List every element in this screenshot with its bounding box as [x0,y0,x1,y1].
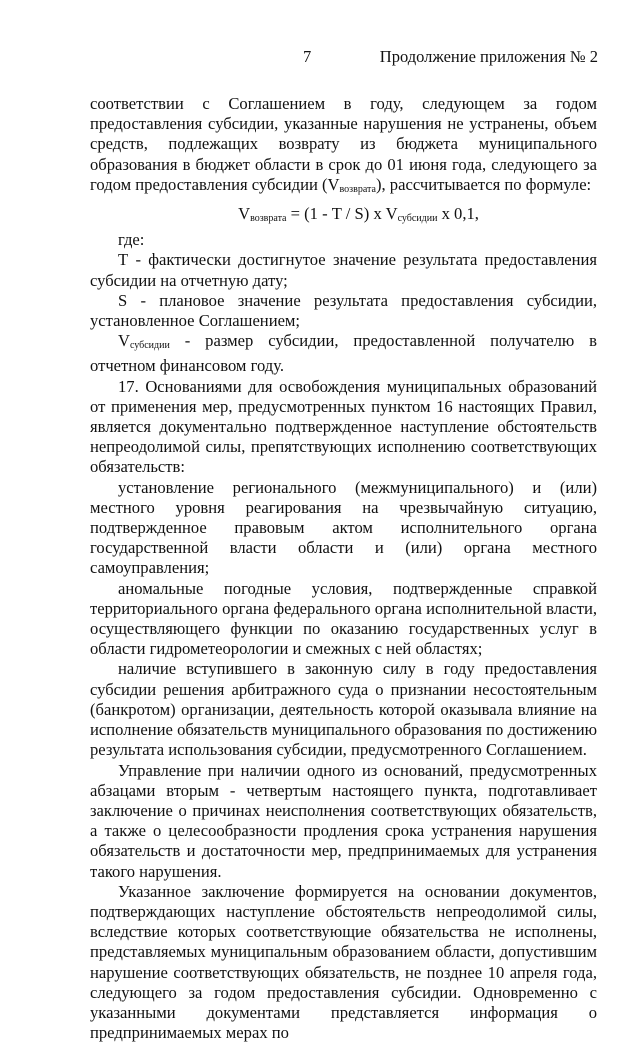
definition-s: S - плановое значение результата предоставления субсидии, установленное Соглашением; [90,290,597,331]
page-header [0,47,640,71]
page-number: 7 [303,47,312,66]
paragraph-17: 17. Основаниями для освобождения муниципальных образований от применения мер, предусмотренных пунктом 16 настоящих Правил, является документально подтвержденное наступление обстоятельств непреодолимой силы, препятствующих исполнению соответствующих обязательств: [90,376,597,477]
document-body [90,94,597,1043]
definition-t: Т - фактически достигнутое значение результата предоставления субсидии на отчетную дату; [90,250,597,290]
refund-formula: $V_{возврата} = (1 - T / S)$ x $V_{субсидии}$ x 0,1, [238,204,479,225]
paragraph-management: Управление при наличии одного из оснований, предусмотренных абзацами вторым - четвертым настоящего пункта, подготавливает заключение о причинах неисполнения соответствующих обязательств, а также о целесообразности продления срока устранения нарушения обязательств и достаточности мер, предпринимаемых для устранения такого нарушения. [90,760,597,881]
basis-item-bankruptcy: наличие вступившего в законную силу в году предоставления субсидии решения арбитражного суда о признании несостоятельным (банкротом) организации, деятельность которой оказывала влияние на исполнение обязательств муниципального образования по достижению результата использования субсидии, предусмотренного Соглашением. [90,659,597,760]
appendix-title: Продолжение приложения № 2 [379,47,598,66]
basis-item-emergency: установление регионального (межмуниципального) и (или) местного уровня реагирования на чрезвычайную ситуацию, подтвержденное правовым актом исполнительного органа государственной власти области и (или) органа местного самоуправления; [90,477,597,578]
definition-v-subsidy: $V_{субсидии}$ - размер субсидии, предоставленной получателю в отчетном финансовом году. [90,331,597,376]
formula-where-label: где: [118,230,145,250]
paragraph-conclusion: Указанное заключение формируется на основании документов, подтверждающих наступление обстоятельств непреодолимой силы, вследствие которых соответствующие обязательства не исполнены, представляемых муниципальным образованием области, допустившим нарушение соответствующих обязательств, не позднее 10 апреля года, следующего за годом предоставления субсидии. Одновременно с указанными документами представляется информация о предпринимаемых мерах по [90,881,597,1043]
paragraph-refund-intro: соответствии с Соглашением в году, следующем за годом предоставления субсидии, указанные нарушения не устранены, объем средств, подлежащих возврату из бюджета муниципального образования в бюджет области в срок до 01 июня года, следующего за годом предоставления субсидии $(V_{возврата})$, рассчитывается по формуле: [90,94,597,195]
basis-item-weather: аномальные погодные условия, подтвержденные справкой территориального органа федерального органа исполнительной власти, осуществляющего функции по оказанию государственных услуг в области гидрометеорологии и смежных с ней областях; [90,578,597,659]
